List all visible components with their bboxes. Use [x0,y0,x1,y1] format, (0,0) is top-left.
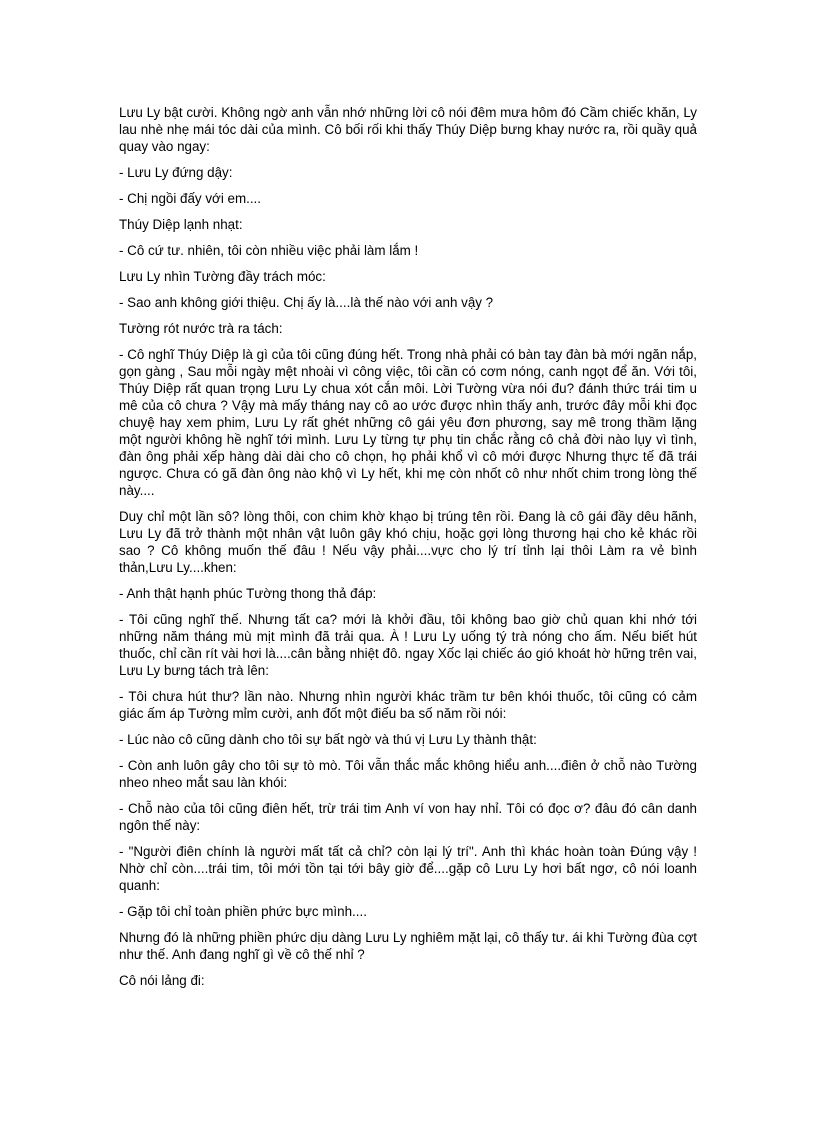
paragraph: - Gặp tôi chỉ toàn phiền phức bực mình.... [119,904,367,919]
document-page [119,104,697,998]
paragraph: Nhưng đó là những phiền phức dịu dàng Lưu Ly nghiêm mặt lại, cô thấy tư. ái khi Tường đùa cợt như thế. Anh đang nghĩ gì về cô thế nhỉ ? [119,930,697,962]
paragraph: - Cô cứ tư. nhiên, tôi còn nhiều việc phải làm lắm ! [119,243,419,258]
paragraph: Lưu Ly bật cười. Không ngờ anh vẫn nhớ những lời cô nói đêm mưa hôm đó Cầm chiếc khăn, Ly lau nhè nhẹ mái tóc dài của mình. Cô bối rối khi thấy Thúy Diệp bưng khay nước ra, rồi quầy quả quay vào ngay: [119,105,697,154]
paragraph: - Lúc nào cô cũng dành cho tôi sự bất ngờ và thú vị Lưu Ly thành thật: [119,732,537,747]
paragraph: Cô nói lảng đi: [119,973,205,988]
paragraph: - Chỗ nào của tôi cũng điên hết, trừ trái tim Anh ví von hay nhỉ. Tôi có đọc ơ? đâu đó cân danh ngôn thế này: [119,801,697,833]
paragraph: - Cô nghĩ Thúy Diệp là gì của tôi cũng đúng hết. Trong nhà phải có bàn tay đàn bà mới ngăn nắp, gọn gàng , Sau mỗi ngày mệt nhoài vì công việc, tôi cần có cơm nóng, canh ngọt để ăn. Với tôi, Thúy Diệp rất quan trọng Lưu Ly chua xót cắn môi. Lời Tường vừa nói đu? đánh thức trái tim u mê của cô chưa ? Vậy mà mấy tháng nay cô ao ước được nhìn thấy anh, trước đây mỗi khi đọc chuyệ hay xem phim, Lưu Ly rất ghét những cô gái yêu đơn phương, say mê trong thầm lặng một người không hề nghĩ tới mình. Lưu Ly từng tự phụ tin chắc rằng cô chả đời nào lụy vì tình, đàn ông phải xếp hàng dài dài cho cô chọn, họ phải khổ vì cô mới được Nhưng thực tế đã trái ngược. Chưa có gã đàn ông nào khộ vì Ly hết, khi mẹ còn nhốt cô như nhốt chim trong lòng thế này.... [119,347,697,498]
paragraph: - "Người điên chính là người mất tất cả chỉ? còn lại lý trí". Anh thì khác hoàn toàn Đúng vậy ! Nhờ chỉ còn....trái tim, tôi mới tồn tại tới bây giờ để....gặp cô Lưu Ly hơi bất ngơ, cô nói loanh quanh: [119,844,697,893]
paragraph: - Lưu Ly đứng dậy: [119,165,233,180]
paragraph: - Tôi cũng nghĩ thế. Nhưng tất ca? mới là khởi đầu, tôi không bao giờ chủ quan khi nhớ tới những năm tháng mù mịt mình đã trải qua. À ! Lưu Ly uống tý trà nóng cho ấm. Nếu biết hút thuốc, chỉ cần rít vài hơi là....cân bằng nhiệt đô. ngay Xốc lại chiếc áo gió khoát hờ hững trên vai, Lưu Ly bưng tách trà lên: [119,612,697,678]
paragraph: Thúy Diệp lạnh nhạt: [119,217,243,232]
paragraph: - Tôi chưa hút thư? lần nào. Nhưng nhìn người khác trầm tư bên khói thuốc, tôi cũng có cảm giác ấm áp Tường mỉm cười, anh đốt một điếu ba số năm rồi nói: [119,689,697,721]
paragraph: - Còn anh luôn gây cho tôi sự tò mò. Tôi vẫn thắc mắc không hiểu anh....điên ở chỗ nào Tường nheo nheo mắt sau làn khói: [119,758,697,790]
paragraph: Tường rót nước trà ra tách: [119,321,283,336]
paragraph: - Sao anh không giới thiệu. Chị ấy là....là thế nào với anh vậy ? [119,295,494,310]
paragraph: Lưu Ly nhìn Tường đầy trách móc: [119,269,326,284]
paragraph: - Anh thật hạnh phúc Tường thong thả đáp: [119,586,377,601]
paragraph: Duy chỉ một lần sô? lòng thôi, con chim khờ khạo bị trúng tên rồi. Đang là cô gái đầy dêu hãnh, Lưu Ly đã trở thành một nhân vật luôn gây khó chịu, hoặc gợi lòng thương hại cho kẻ khác rồi sao ? Cô không muốn thế đâu ! Nếu vậy phải....vực cho lý trí tỉnh lại thôi Làm ra vẻ bình thản,Lưu Ly....khen: [119,509,697,575]
paragraph: - Chị ngồi đấy với em.... [119,191,261,206]
